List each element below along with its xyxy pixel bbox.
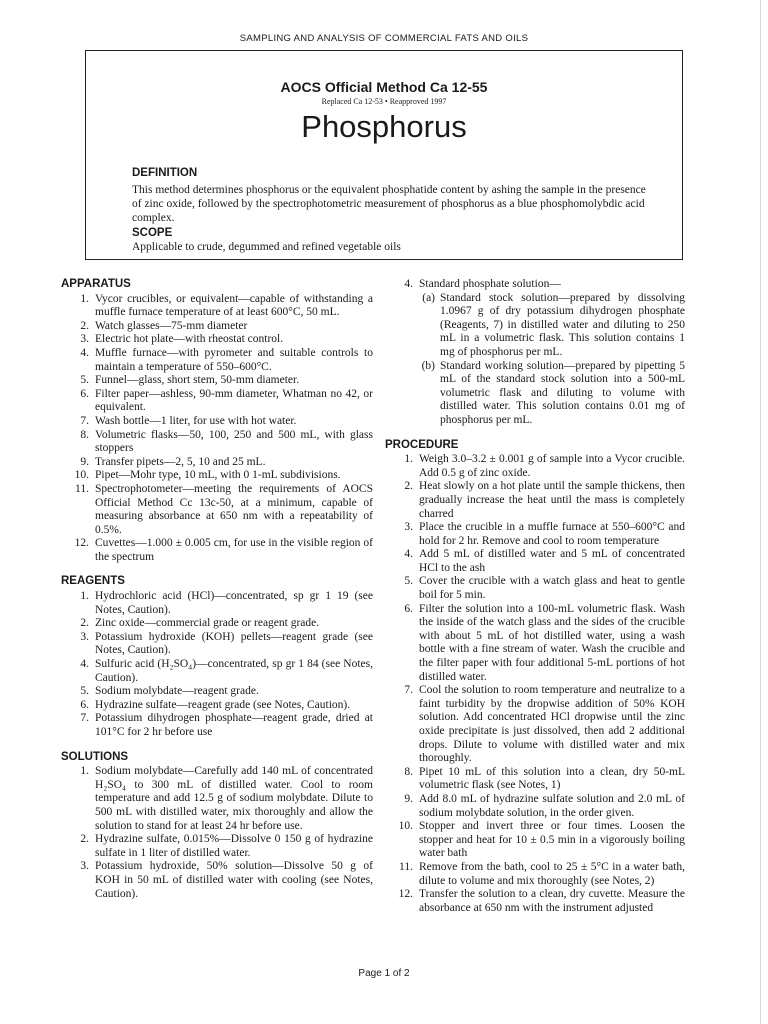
list-item (385, 793, 685, 820)
procedure-list (385, 453, 685, 915)
item-number: 4. (80, 346, 89, 359)
item-number: 9. (404, 792, 413, 805)
left-column (61, 278, 373, 901)
list-item (61, 456, 373, 470)
item-number: 5. (404, 575, 413, 588)
item-number: 5. (80, 374, 89, 387)
list-item (385, 888, 685, 915)
item-number: 6. (404, 602, 413, 615)
item-number: 7. (80, 414, 89, 427)
solutions-list (61, 765, 373, 901)
item-text: Cool the solution to room temperature and neutralize to a faint turbidity by the dropwise addition of 50% KOH solution. Add concentrated HCl dropwise until the zinc oxide precipitate is just dissolved, then add 2 additional drops. Dilute to volume with distilled water and mix thoroughly. (419, 684, 685, 765)
reagents-list (61, 590, 373, 740)
item-number: 11. (75, 482, 89, 495)
item-text: Pipet—Mohr type, 10 mL, with 0 1-mL subdivisions. (95, 469, 341, 482)
item-number: 4. (80, 658, 89, 671)
sub-item (385, 360, 685, 428)
item-number: 4. (404, 548, 413, 561)
item-text: Sodium molybdate—reagent grade. (95, 685, 259, 698)
solutions-list-continued (385, 278, 685, 292)
item-text: Pipet 10 mL of this solution into a clean, dry 50-mL volumetric flask (see Notes, 1) (419, 765, 685, 792)
item-text: Funnel—glass, short stem, 50-mm diameter. (95, 374, 300, 387)
list-item (385, 278, 685, 292)
item-number: 6. (80, 698, 89, 711)
item-number: 3. (80, 630, 89, 643)
item-number: 3. (80, 860, 89, 873)
list-item (61, 631, 373, 658)
item-text: Hydrazine sulfate, 0.015%—Dissolve 0 150 g of hydrazine sulfate in 1 liter of distilled water. (95, 833, 373, 859)
item-text: Add 5 mL of distilled water and 5 mL of concentrated HCl to the ash (419, 548, 685, 574)
list-item (61, 374, 373, 388)
item-text: Filter the solution into a 100-mL volumetric flask. Wash the inside of the watch glass and the sides of the crucible with about 5 mL of hot distilled water, using a wash bottle with a fine stream of water. Wash the crucible and the filter paper with four additional 5-mL portions of hot distilled water. (419, 602, 685, 683)
item-number: 9. (80, 455, 89, 468)
running-header: SAMPLING AND ANALYSIS OF COMMERCIAL FATS AND OILS (239, 33, 529, 44)
list-item (61, 860, 373, 901)
apparatus-heading: APPARATUS (61, 278, 131, 290)
list-item (61, 429, 373, 456)
item-text: Electric hot plate—with rheostat control. (95, 333, 284, 346)
item-text: Muffle furnace—with pyrometer and suitable controls to maintain a temperature of 550–600°C. (95, 346, 373, 373)
item-number: 6. (80, 387, 89, 400)
list-item (61, 617, 373, 631)
item-number: 7. (404, 684, 413, 697)
list-item (385, 453, 685, 480)
list-item (385, 684, 685, 766)
item-text: Transfer pipets—2, 5, 10 and 25 mL. (95, 455, 266, 468)
list-item (385, 820, 685, 861)
list-item (61, 320, 373, 334)
item-text: Potassium dihydrogen phosphate—reagent grade, dried at 101°C for 2 hr before use (95, 712, 373, 738)
item-number: 1. (80, 292, 89, 305)
list-item (61, 833, 373, 860)
list-item (61, 537, 373, 564)
procedure-heading: PROCEDURE (385, 438, 459, 451)
item-text: Remove from the bath, cool to 25 ± 5°C in a water bath, dilute to volume and mix thoroughly (see Notes, 2) (419, 860, 685, 887)
list-item (385, 521, 685, 548)
definition-text: This method determines phosphorus or the equivalent phosphatide content by ashing the sample in the presence of zinc oxide, followed by the spectrophotometric measurement of phosphorus as a blue phosphomolybdic acid complex. (132, 184, 646, 224)
item-text: Watch glasses—75-mm diameter (95, 319, 248, 332)
list-item (385, 766, 685, 793)
list-item (61, 765, 373, 833)
item-text: Transfer the solution to a clean, dry cuvette. Measure the absorbance at 650 nm with the instrument adjusted (419, 888, 685, 914)
scan-edge-line (760, 0, 761, 1024)
list-item (61, 469, 373, 483)
item-text: Zinc oxide—commercial grade or reagent grade. (95, 617, 320, 630)
list-item (385, 548, 685, 575)
scope-heading: SCOPE (132, 227, 173, 239)
item-text: Standard phosphate solution— (419, 278, 561, 290)
item-text: Potassium hydroxide (KOH) pellets—reagent grade (see Notes, Caution). (95, 630, 373, 657)
sub-item (385, 292, 685, 360)
list-item (385, 603, 685, 685)
list-item (61, 685, 373, 699)
reagents-heading: REAGENTS (61, 575, 125, 588)
list-item (61, 712, 373, 739)
solutions-heading: SOLUTIONS (61, 750, 129, 763)
item-number: 2. (80, 319, 89, 332)
item-number: 3. (404, 521, 413, 534)
list-item (385, 861, 685, 888)
apparatus-list (61, 293, 373, 565)
list-item (61, 483, 373, 537)
item-text: Vycor crucibles, or equivalent—capable of withstanding a muffle furnace temperature of at least 600°C, 50 mL. (95, 292, 373, 319)
item-text: Sodium molybdate—Carefully add 140 mL of concentrated H₂SO₄ to 300 mL of distilled water. Cool to room temperature and add 12.5 g of sodium molybdate. Dilute to 500 mL with distilled water, mix thoroughly and allow the solution to stand for at least 24 hr before use. (95, 765, 373, 832)
definition-heading: DEFINITION (132, 167, 198, 179)
page-number: Page 1 of 2 (358, 968, 410, 979)
item-number: 12. (398, 888, 413, 901)
list-item (385, 480, 685, 521)
item-number: 7. (80, 712, 89, 725)
item-text: Wash bottle—1 liter, for use with hot water. (95, 414, 297, 427)
standard-phosphate-sublist (385, 292, 685, 428)
item-text: Filter paper—ashless, 90-mm diameter, Whatman no 42, or equivalent. (95, 387, 373, 414)
item-number: 11. (399, 860, 413, 873)
page-title: Phosphorus (301, 109, 467, 144)
list-item (61, 415, 373, 429)
item-text: Stopper and invert three or four times. Loosen the stopper and heat for 10 ± 0.5 min in a vigorously boiling water bath (419, 820, 685, 860)
item-text: Volumetric flasks—50, 100, 250 and 500 mL, with glass stoppers (95, 428, 373, 455)
item-number: 1. (404, 453, 413, 466)
item-number: 10. (398, 820, 413, 833)
list-item (61, 699, 373, 713)
list-item (61, 388, 373, 415)
item-text: Weigh 3.0–3.2 ± 0.001 g of sample into a Vycor crucible. Add 0.5 g of zinc oxide. (419, 453, 685, 479)
list-item (61, 658, 373, 685)
item-text: Spectrophotometer—meeting the requirements of AOCS Official Method Cc 13c-50, at a minimum, capable of measuring absorbance at 650 nm with a repeatability of 0.5%. (95, 482, 373, 536)
list-item (61, 347, 373, 374)
sub-item-text: Standard stock solution—prepared by dissolving 1.0967 g of dry potassium dihydrogen phosphate (Reagents, 7) in distilled water and diluting to 250 mL in a volumetric flask. This solution contains 1 mg of phosphorus per mL. (440, 291, 685, 358)
item-text: Hydrochloric acid (HCl)—concentrated, sp gr 1 19 (see Notes, Caution). (95, 590, 373, 616)
item-number: 1. (80, 765, 89, 778)
list-item (385, 575, 685, 602)
list-item (61, 293, 373, 320)
sub-item-label: (b) (421, 359, 435, 372)
item-number: 12. (74, 537, 89, 550)
method-header-box (85, 50, 683, 260)
item-number: 2. (404, 480, 413, 493)
scope-text: Applicable to crude, degummed and refined vegetable oils (132, 241, 401, 253)
item-text: Add 8.0 mL of hydrazine sulfate solution and 2.0 mL of sodium molybdate solution, in the order given. (419, 792, 685, 819)
item-text: Cover the crucible with a watch glass and heat to gentle boil for 5 min. (419, 575, 685, 602)
item-text: Sulfuric acid (H₂SO₄)—concentrated, sp gr 1 84 (see Notes, Caution). (95, 658, 373, 684)
sub-item-label: (a) (422, 291, 435, 304)
item-text: Place the crucible in a muffle furnace at 550–600°C and hold for 2 hr. Remove and cool to room temperature (419, 521, 685, 547)
list-item (61, 333, 373, 347)
item-number: 1. (80, 590, 89, 603)
item-number: 3. (80, 333, 89, 346)
method-number: AOCS Official Method Ca 12-55 (280, 79, 488, 95)
item-text: Potassium hydroxide, 50% solution—Dissolve 50 g of KOH in 50 mL of distilled water with cooling (see Notes, Caution). (95, 860, 373, 900)
item-number: 4. (404, 278, 413, 290)
replaced-note: Replaced Ca 12-53 • Reapproved 1997 (321, 97, 447, 106)
item-number: 2. (80, 833, 89, 846)
item-number: 5. (80, 685, 89, 698)
item-number: 8. (80, 428, 89, 441)
item-text: Heat slowly on a hot plate until the sample thickens, then gradually increase the heat until the mass is completely charred (419, 480, 685, 520)
list-item (61, 590, 373, 617)
sub-item-text: Standard working solution—prepared by pipetting 5 mL of the standard stock solution into a 500-mL volumetric flask and diluting to volume with distilled water. This solution contains 0.01 mg of phosphorus per mL. (440, 359, 685, 426)
item-number: 2. (80, 617, 89, 630)
right-column (385, 278, 685, 915)
item-text: Hydrazine sulfate—reagent grade (see Notes, Caution). (95, 698, 351, 711)
item-number: 10. (74, 469, 89, 482)
item-number: 8. (404, 765, 413, 778)
item-text: Cuvettes—1.000 ± 0.005 cm, for use in the visible region of the spectrum (95, 537, 373, 563)
